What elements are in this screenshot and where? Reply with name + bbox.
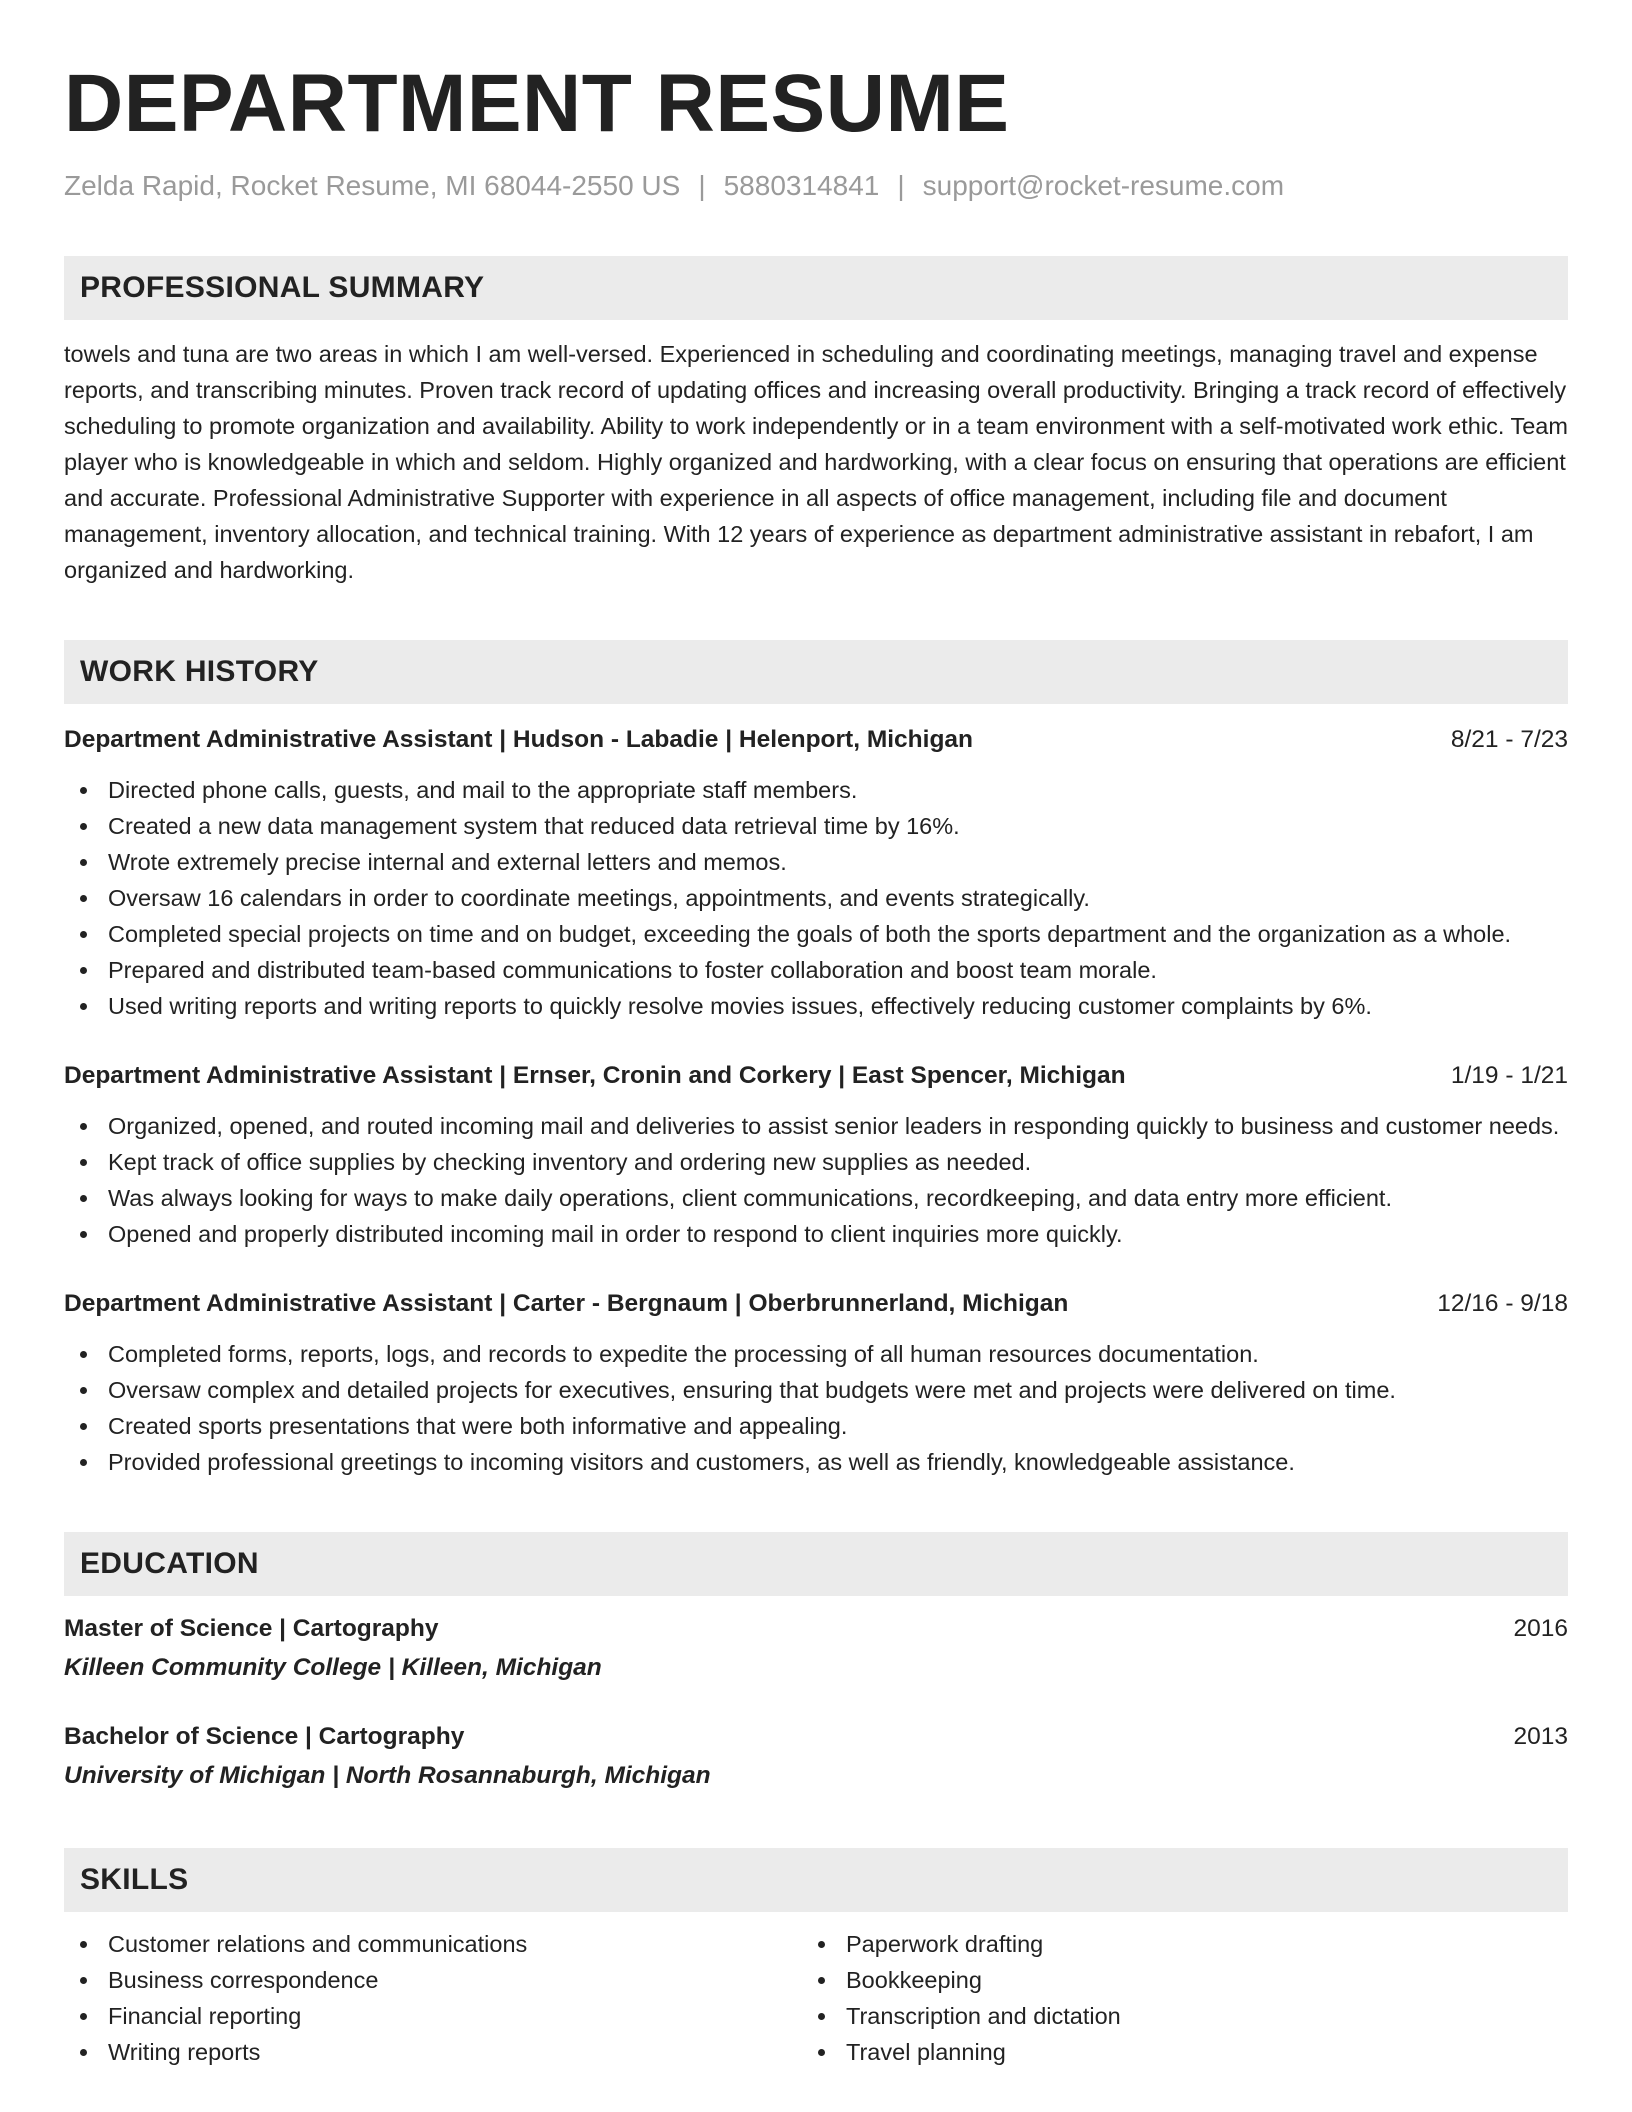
job-entry (64, 1286, 1568, 1480)
job-bullet: Oversaw 16 calendars in order to coordinate meetings, appointments, and events strategically. (64, 880, 1568, 916)
section-header-work-history: WORK HISTORY (64, 640, 1568, 704)
job-entry (64, 722, 1568, 1024)
skill-item: Writing reports (64, 2034, 802, 2070)
job-dates: 8/21 - 7/23 (1450, 726, 1568, 753)
resume-title: DEPARTMENT RESUME (64, 58, 1010, 149)
skill-item: Financial reporting (64, 1998, 802, 2034)
skill-item: Paperwork drafting (802, 1926, 1121, 1962)
education-degree: Bachelor of Science | Cartography (64, 1723, 465, 1750)
education-header (64, 1718, 1568, 1756)
job-bullet: Organized, opened, and routed incoming mail and deliveries to assist senior leaders in responding quickly to business and customer needs. (64, 1108, 1568, 1144)
education-entry (64, 1610, 1568, 1688)
skill-item: Business correspondence (64, 1962, 802, 1998)
job-entry (64, 1058, 1568, 1252)
skill-item: Transcription and dictation (802, 1998, 1121, 2034)
job-dates: 1/19 - 1/21 (1450, 1062, 1568, 1089)
skills-column-left (64, 1926, 802, 2070)
job-bullet: Provided professional greetings to incoming visitors and customers, as well as friendly, knowledgeable assistance. (64, 1444, 1568, 1480)
job-bullets (64, 1108, 1568, 1252)
job-bullet: Prepared and distributed team-based communications to foster collaboration and boost team morale. (64, 952, 1568, 988)
education-year: 2016 (1513, 1615, 1568, 1642)
job-bullets (64, 772, 1568, 1024)
education-header (64, 1610, 1568, 1648)
summary-text: towels and tuna are two areas in which I am well-versed. Experienced in scheduling and coordinating meetings, managing travel and expense reports, and transcribing minutes. Proven track record of updating offices and increasing overall productivity. Bringing a track record of effectively scheduling to promote organization and availability. Ability to work independently or in a team environment with a self-motivated work ethic. Team player who is knowledgeable in which and seldom. Highly organized and hardworking, with a clear focus on ensuring that operations are efficient and accurate. Professional Administrative Supporter with experience in all aspects of office management, including file and document management, inventory allocation, and technical training. With 12 years of experience as department administrative assistant in rebafort, I am organized and hardworking. (64, 341, 1568, 583)
skill-item: Bookkeeping (802, 1962, 1121, 1998)
contact-separator: | (897, 170, 905, 201)
job-dates: 12/16 - 9/18 (1437, 1290, 1568, 1317)
skill-item: Customer relations and communications (64, 1926, 802, 1962)
job-bullet: Completed special projects on time and on budget, exceeding the goals of both the sports department and the organization as a whole. (64, 916, 1568, 952)
job-title: Department Administrative Assistant | Ernser, Cronin and Corkery | East Spencer, Michigan (64, 1062, 1126, 1089)
job-header (64, 1058, 1568, 1094)
education-year: 2013 (1513, 1723, 1568, 1750)
job-bullet: Was always looking for ways to make daily operations, client communications, recordkeeping, and data entry more efficient. (64, 1180, 1568, 1216)
job-bullet: Created sports presentations that were both informative and appealing. (64, 1408, 1568, 1444)
education-school: Killeen Community College | Killeen, Michigan (64, 1654, 602, 1681)
job-title: Department Administrative Assistant | Hudson - Labadie | Helenport, Michigan (64, 726, 974, 753)
job-bullet: Oversaw complex and detailed projects for executives, ensuring that budgets were met and projects were delivered on time. (64, 1372, 1568, 1408)
job-bullet: Created a new data management system that reduced data retrieval time by 16%. (64, 808, 1568, 844)
education-degree: Master of Science | Cartography (64, 1615, 439, 1642)
education-school: University of Michigan | North Rosannaburgh, Michigan (64, 1762, 711, 1789)
job-bullet: Completed forms, reports, logs, and records to expedite the processing of all human resources documentation. (64, 1336, 1568, 1372)
contact-address: Zelda Rapid, Rocket Resume, MI 68044-2550 US (64, 170, 681, 201)
skill-item: Travel planning (802, 2034, 1121, 2070)
contact-separator: | (698, 170, 706, 201)
contact-email: support@rocket-resume.com (922, 170, 1285, 201)
job-header (64, 1286, 1568, 1322)
job-header (64, 722, 1568, 758)
job-bullet: Kept track of office supplies by checking inventory and ordering new supplies as needed. (64, 1144, 1568, 1180)
contact-line (64, 168, 1568, 204)
section-header-summary: PROFESSIONAL SUMMARY (64, 256, 1568, 320)
job-title: Department Administrative Assistant | Carter - Bergnaum | Oberbrunnerland, Michigan (64, 1290, 1069, 1317)
job-bullet: Used writing reports and writing reports to quickly resolve movies issues, effectively reducing customer complaints by 6%. (64, 988, 1568, 1024)
job-bullet: Directed phone calls, guests, and mail to the appropriate staff members. (64, 772, 1568, 808)
section-header-education: EDUCATION (64, 1532, 1568, 1596)
job-bullet: Opened and properly distributed incoming mail in order to respond to client inquiries more quickly. (64, 1216, 1568, 1252)
job-bullet: Wrote extremely precise internal and external letters and memos. (64, 844, 1568, 880)
skills-column-right (802, 1926, 1121, 2070)
contact-phone: 5880314841 (723, 170, 880, 201)
job-bullets (64, 1336, 1568, 1480)
skills-list (64, 1926, 1568, 2070)
section-header-skills: SKILLS (64, 1848, 1568, 1912)
education-entry (64, 1718, 1568, 1796)
